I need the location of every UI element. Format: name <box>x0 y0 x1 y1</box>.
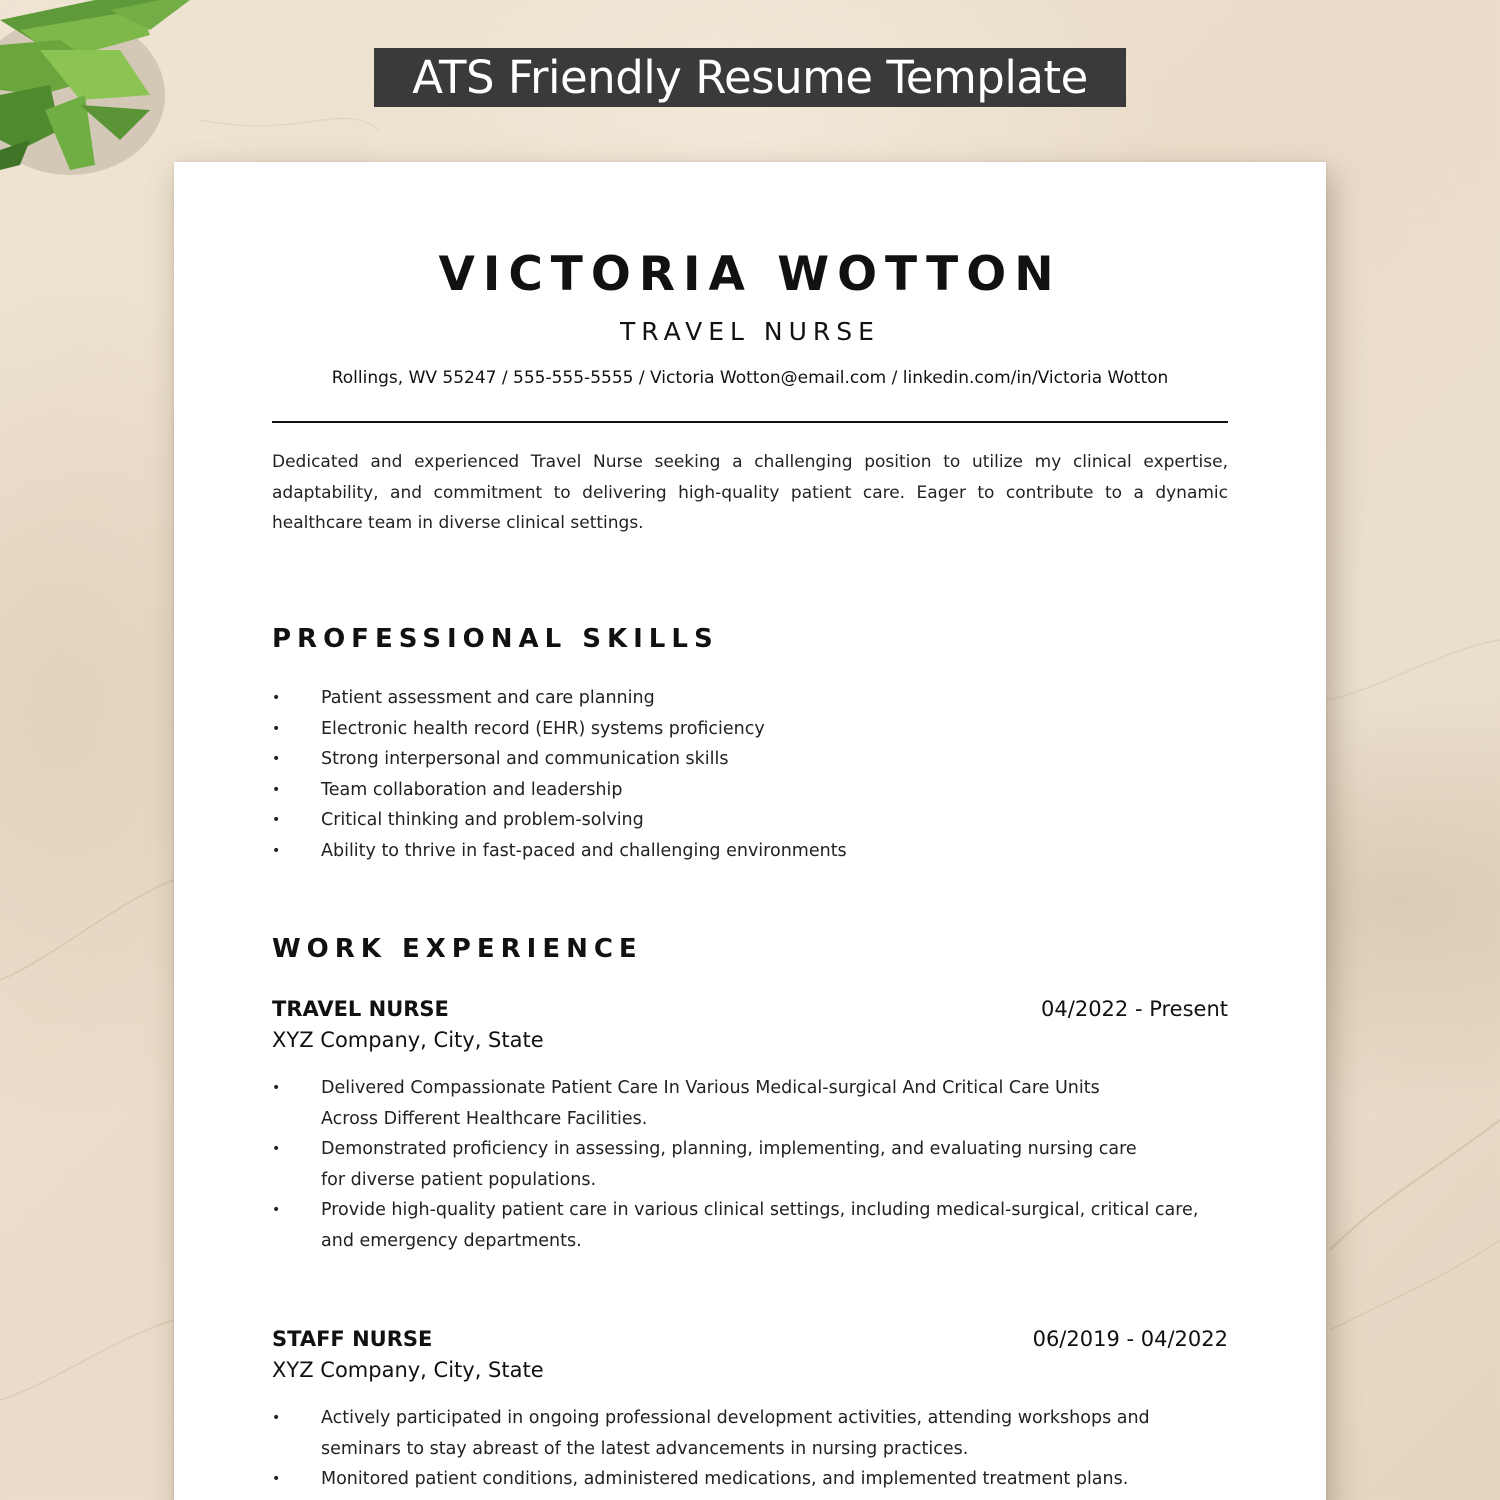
list-item <box>272 714 1232 745</box>
list-item <box>272 1195 1232 1226</box>
job-title: TRAVEL NURSE <box>272 997 449 1021</box>
list-item-continuation <box>272 1434 1232 1465</box>
bullet-icon: • <box>272 720 281 737</box>
job-company: XYZ Company, City, State <box>272 1028 544 1052</box>
bullet-line: seminars to stay abreast of the latest advancements in nursing practices. <box>321 1438 969 1459</box>
bullet-line: Actively participated in ongoing professional development activities, attending workshops and <box>321 1408 1150 1428</box>
list-item-continuation <box>272 1104 1232 1135</box>
bullet-icon: • <box>272 751 281 767</box>
bullet-icon: • <box>272 1080 281 1096</box>
contact-line: Rollings, WV 55247 / 555-555-5555 / Victoria Wotton@email.com / linkedin.com/in/Victoria Wotton <box>331 368 1169 388</box>
job-dates: 04/2022 - Present <box>1041 997 1228 1021</box>
header-divider <box>272 421 1228 423</box>
list-item <box>272 805 1232 836</box>
bullet-line: Monitored patient conditions, administered medications, and implemented treatment plans. <box>321 1469 1129 1489</box>
bullet-line: Across Different Healthcare Facilities. <box>321 1108 648 1129</box>
bullet-icon: • <box>272 781 281 798</box>
list-item <box>272 683 1232 714</box>
list-item-continuation <box>272 1226 1232 1257</box>
skills-list <box>272 683 1232 866</box>
bullet-icon: • <box>272 1202 281 1218</box>
bullet-line: Demonstrated proficiency in assessing, planning, implementing, and evaluating nursing care <box>321 1139 1137 1159</box>
bullet-line: for diverse patient populations. <box>321 1169 597 1190</box>
skill-text: Critical thinking and problem-solving <box>321 810 644 830</box>
list-item <box>272 744 1232 775</box>
job-dates: 06/2019 - 04/2022 <box>1032 1327 1228 1351</box>
bullet-line: and emergency departments. <box>321 1230 582 1251</box>
template-banner: ATS Friendly Resume Template <box>374 48 1126 107</box>
list-item-continuation <box>272 1165 1232 1196</box>
bullet-icon: • <box>272 1410 281 1426</box>
bullet-line: Delivered Compassionate Patient Care In Various Medical-surgical And Critical Care Units <box>321 1078 1100 1098</box>
list-item <box>272 836 1232 867</box>
summary-paragraph: Dedicated and experienced Travel Nurse seeking a challenging position to utilize my clinical expertise, adaptability, and commitment to delivering high-quality patient care. Eager to contribute to a dynamic healthcare team in diverse clinical settings. <box>272 452 1228 533</box>
job-bullets <box>272 1403 1232 1495</box>
resume-role: TRAVEL NURSE <box>620 317 880 346</box>
bullet-icon: • <box>272 842 281 859</box>
bullet-line: Provide high-quality patient care in various clinical settings, including medical-surgical, critical care, <box>321 1200 1199 1220</box>
resume-name: VICTORIA WOTTON <box>438 247 1062 302</box>
list-item <box>272 1403 1232 1434</box>
skill-text: Team collaboration and leadership <box>321 779 623 800</box>
bullet-icon: • <box>272 1141 281 1157</box>
skill-text: Electronic health record (EHR) systems proficiency <box>321 718 765 739</box>
bullet-icon: • <box>272 1471 281 1487</box>
skills-heading: PROFESSIONAL SKILLS <box>272 624 719 654</box>
succulent-plant-icon <box>0 0 200 200</box>
skill-text: Strong interpersonal and communication skills <box>321 749 729 769</box>
job-bullets <box>272 1073 1232 1256</box>
bullet-icon: • <box>272 812 281 828</box>
skill-text: Ability to thrive in fast-paced and challenging environments <box>321 840 847 861</box>
resume-page <box>174 162 1326 1500</box>
job-title: STAFF NURSE <box>272 1327 433 1351</box>
job-company: XYZ Company, City, State <box>272 1358 544 1382</box>
bullet-icon: • <box>272 690 281 706</box>
list-item <box>272 1073 1232 1104</box>
skill-text: Patient assessment and care planning <box>321 688 655 708</box>
list-item <box>272 775 1232 806</box>
list-item <box>272 1134 1232 1165</box>
experience-heading: WORK EXPERIENCE <box>272 934 643 964</box>
list-item <box>272 1464 1232 1495</box>
